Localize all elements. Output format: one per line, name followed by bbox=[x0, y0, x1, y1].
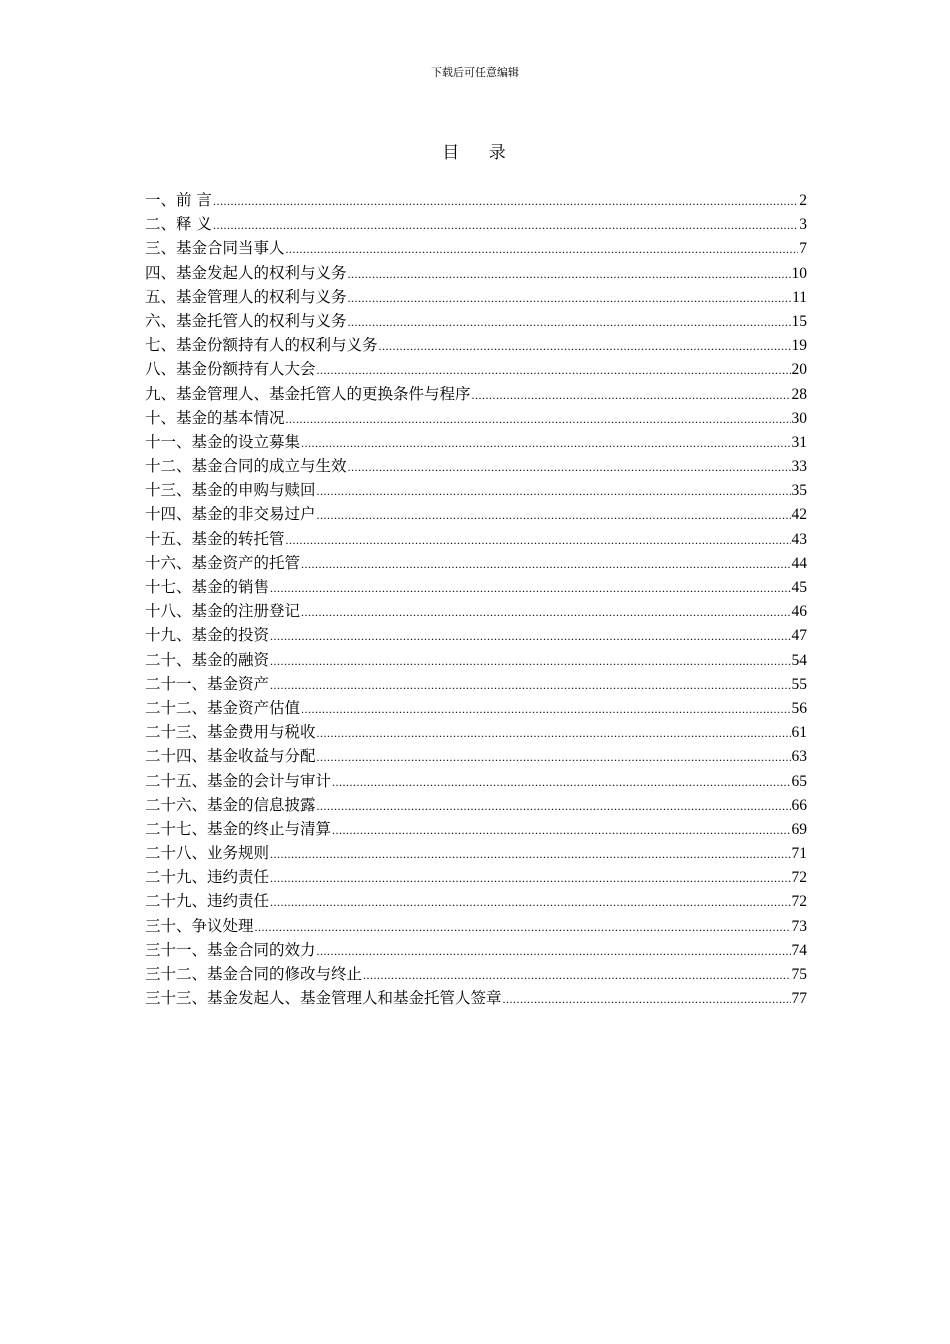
toc-entry[interactable] bbox=[145, 817, 807, 841]
toc-entry-label: 八、基金份额持有人大会 bbox=[145, 360, 316, 379]
toc-dot-leader bbox=[270, 673, 790, 696]
toc-entry-label: 二、释 义 bbox=[145, 215, 212, 234]
toc-entry-page: 45 bbox=[791, 579, 807, 596]
toc-entry-page: 72 bbox=[791, 869, 807, 887]
toc-entry[interactable] bbox=[145, 793, 807, 817]
toc-entry[interactable] bbox=[145, 551, 807, 575]
toc-entry-label: 十、基金的基本情况 bbox=[145, 408, 285, 427]
toc-entry-page: 66 bbox=[791, 796, 807, 814]
toc-entry[interactable] bbox=[145, 841, 807, 865]
toc-entry-label: 三、基金合同当事人 bbox=[145, 239, 285, 258]
toc-entry-page: 56 bbox=[791, 699, 807, 717]
toc-entry[interactable] bbox=[145, 357, 807, 381]
toc-entry[interactable] bbox=[145, 309, 807, 333]
toc-entry[interactable] bbox=[145, 261, 807, 285]
toc-dot-leader bbox=[503, 987, 791, 1010]
toc-dot-leader bbox=[348, 262, 791, 285]
toc-entry-page: 2 bbox=[799, 192, 807, 209]
toc-entry-page: 69 bbox=[791, 820, 807, 838]
toc-entry-label: 二十、基金的融资 bbox=[145, 650, 270, 669]
toc-entry-label: 二十三、基金费用与税收 bbox=[145, 723, 316, 742]
toc-entry[interactable] bbox=[145, 236, 807, 260]
toc-dot-leader bbox=[301, 697, 790, 720]
toc-entry[interactable] bbox=[145, 406, 807, 430]
toc-entry[interactable] bbox=[145, 502, 807, 526]
toc-entry[interactable] bbox=[145, 962, 807, 986]
toc-entry-page: 75 bbox=[791, 966, 807, 983]
toc-dot-leader bbox=[270, 649, 790, 672]
toc-entry-page: 63 bbox=[791, 748, 807, 766]
toc-entry-label: 二十九、违约责任 bbox=[145, 868, 270, 887]
toc-entry-page: 77 bbox=[791, 990, 807, 1008]
toc-entry-label: 十三、基金的申购与赎回 bbox=[145, 481, 316, 500]
toc-entry-label: 六、基金托管人的权利与义务 bbox=[145, 311, 347, 330]
toc-entry[interactable] bbox=[145, 648, 807, 672]
toc-entry-page: 65 bbox=[791, 772, 807, 790]
toc-entry-label: 二十六、基金的信息披露 bbox=[145, 795, 316, 814]
toc-entry-page: 43 bbox=[791, 530, 807, 548]
toc-entry-label: 十四、基金的非交易过户 bbox=[145, 505, 316, 524]
toc-dot-leader bbox=[270, 866, 790, 889]
toc-entry[interactable] bbox=[145, 599, 807, 623]
toc-entry-label: 二十五、基金的会计与审计 bbox=[145, 771, 332, 790]
toc-dot-leader bbox=[213, 189, 798, 212]
toc-entry[interactable] bbox=[145, 914, 807, 938]
toc-entry[interactable] bbox=[145, 889, 807, 913]
toc-dot-leader bbox=[317, 745, 791, 768]
toc-entry-page: 73 bbox=[791, 917, 807, 935]
toc-entry[interactable] bbox=[145, 986, 807, 1010]
toc-title: 目 录 bbox=[442, 143, 518, 163]
toc-entry-label: 十五、基金的转托管 bbox=[145, 529, 285, 548]
toc-dot-leader bbox=[317, 939, 791, 962]
toc-entry-label: 十六、基金资产的托管 bbox=[145, 553, 301, 572]
toc-entry-page: 3 bbox=[799, 216, 807, 234]
toc-entry[interactable] bbox=[145, 212, 807, 236]
toc-dot-leader bbox=[255, 915, 791, 938]
toc-entry-label: 二十九、违约责任 bbox=[145, 892, 270, 911]
toc-entry[interactable] bbox=[145, 720, 807, 744]
toc-dot-leader bbox=[472, 383, 791, 406]
toc-entry-page: 28 bbox=[791, 385, 807, 403]
toc-entry[interactable] bbox=[145, 454, 807, 478]
toc-entry-label: 三十一、基金合同的效力 bbox=[145, 940, 316, 959]
toc-entry[interactable] bbox=[145, 623, 807, 647]
toc-entry[interactable] bbox=[145, 696, 807, 720]
toc-dot-leader bbox=[348, 286, 792, 309]
table-of-contents bbox=[145, 188, 807, 1010]
toc-dot-leader bbox=[270, 624, 790, 647]
toc-entry-page: 20 bbox=[791, 361, 807, 379]
toc-dot-leader bbox=[286, 528, 791, 551]
toc-entry-page: 47 bbox=[791, 627, 807, 645]
toc-dot-leader bbox=[348, 455, 791, 478]
toc-dot-leader bbox=[301, 431, 790, 454]
toc-entry-page: 35 bbox=[791, 482, 807, 500]
toc-entry-label: 十七、基金的销售 bbox=[145, 578, 270, 596]
toc-dot-leader bbox=[270, 576, 790, 599]
toc-entry-page: 74 bbox=[791, 941, 807, 959]
toc-dot-leader bbox=[213, 213, 798, 236]
toc-dot-leader bbox=[317, 794, 791, 817]
toc-dot-leader bbox=[379, 334, 791, 357]
toc-entry-label: 三十二、基金合同的修改与终止 bbox=[145, 965, 363, 983]
toc-entry-page: 54 bbox=[791, 651, 807, 669]
header-note: 下载后可任意编辑 bbox=[431, 66, 519, 79]
toc-dot-leader bbox=[332, 818, 790, 841]
toc-entry-label: 二十七、基金的终止与清算 bbox=[145, 819, 332, 838]
toc-entry-label: 五、基金管理人的权利与义务 bbox=[145, 287, 347, 306]
toc-entry-page: 42 bbox=[791, 506, 807, 524]
toc-entry-label: 三十、争议处理 bbox=[145, 916, 254, 935]
toc-entry-page: 19 bbox=[791, 337, 807, 355]
toc-entry[interactable] bbox=[145, 744, 807, 768]
toc-dot-leader bbox=[348, 310, 791, 333]
toc-dot-leader bbox=[317, 479, 791, 502]
toc-entry-page: 11 bbox=[792, 288, 807, 306]
toc-entry[interactable] bbox=[145, 527, 807, 551]
toc-entry[interactable] bbox=[145, 769, 807, 793]
toc-entry-label: 七、基金份额持有人的权利与义务 bbox=[145, 336, 378, 355]
toc-dot-leader bbox=[332, 770, 790, 793]
toc-entry[interactable] bbox=[145, 285, 807, 309]
toc-entry-page: 30 bbox=[791, 409, 807, 427]
toc-entry-page: 44 bbox=[791, 554, 807, 572]
toc-entry-label: 九、基金管理人、基金托管人的更换条件与程序 bbox=[145, 384, 471, 403]
toc-entry-label: 二十八、业务规则 bbox=[145, 844, 270, 863]
toc-entry[interactable] bbox=[145, 865, 807, 889]
toc-dot-leader bbox=[317, 358, 791, 381]
toc-entry-page: 7 bbox=[799, 240, 807, 258]
toc-entry-page: 55 bbox=[791, 675, 807, 693]
toc-dot-leader bbox=[286, 237, 799, 260]
toc-entry-page: 71 bbox=[791, 845, 807, 863]
toc-dot-leader bbox=[286, 407, 791, 430]
toc-entry-label: 十一、基金的设立募集 bbox=[145, 432, 301, 451]
toc-entry-label: 二十四、基金收益与分配 bbox=[145, 747, 316, 766]
toc-entry-label: 十九、基金的投资 bbox=[145, 626, 270, 645]
toc-entry-label: 二十一、基金资产 bbox=[145, 674, 270, 693]
toc-dot-leader bbox=[301, 600, 790, 623]
toc-dot-leader bbox=[363, 963, 790, 986]
toc-dot-leader bbox=[317, 503, 791, 526]
toc-entry-label: 十八、基金的注册登记 bbox=[145, 602, 301, 621]
toc-entry-label: 四、基金发起人的权利与义务 bbox=[145, 263, 347, 282]
toc-entry[interactable] bbox=[145, 672, 807, 696]
toc-dot-leader bbox=[317, 721, 791, 744]
toc-entry-page: 33 bbox=[791, 458, 807, 476]
toc-entry[interactable] bbox=[145, 575, 807, 599]
toc-entry-page: 10 bbox=[791, 264, 807, 282]
toc-entry-label: 三十三、基金发起人、基金管理人和基金托管人签章 bbox=[145, 989, 502, 1008]
toc-entry[interactable] bbox=[145, 382, 807, 406]
toc-entry-label: 二十二、基金资产估值 bbox=[145, 698, 301, 717]
toc-entry-page: 72 bbox=[791, 893, 807, 911]
toc-entry-page: 46 bbox=[791, 603, 807, 621]
toc-entry[interactable] bbox=[145, 938, 807, 962]
toc-entry[interactable] bbox=[145, 478, 807, 502]
toc-entry[interactable] bbox=[145, 333, 807, 357]
toc-dot-leader bbox=[270, 890, 790, 913]
toc-entry-label: 十二、基金合同的成立与生效 bbox=[145, 457, 347, 476]
toc-entry-page: 15 bbox=[791, 312, 807, 330]
toc-entry[interactable] bbox=[145, 430, 807, 454]
toc-entry-page: 31 bbox=[791, 433, 807, 451]
toc-entry-label: 一、前 言 bbox=[145, 191, 212, 209]
toc-dot-leader bbox=[270, 842, 790, 865]
toc-dot-leader bbox=[301, 552, 790, 575]
toc-entry-page: 61 bbox=[791, 724, 807, 742]
toc-entry[interactable] bbox=[145, 188, 807, 212]
